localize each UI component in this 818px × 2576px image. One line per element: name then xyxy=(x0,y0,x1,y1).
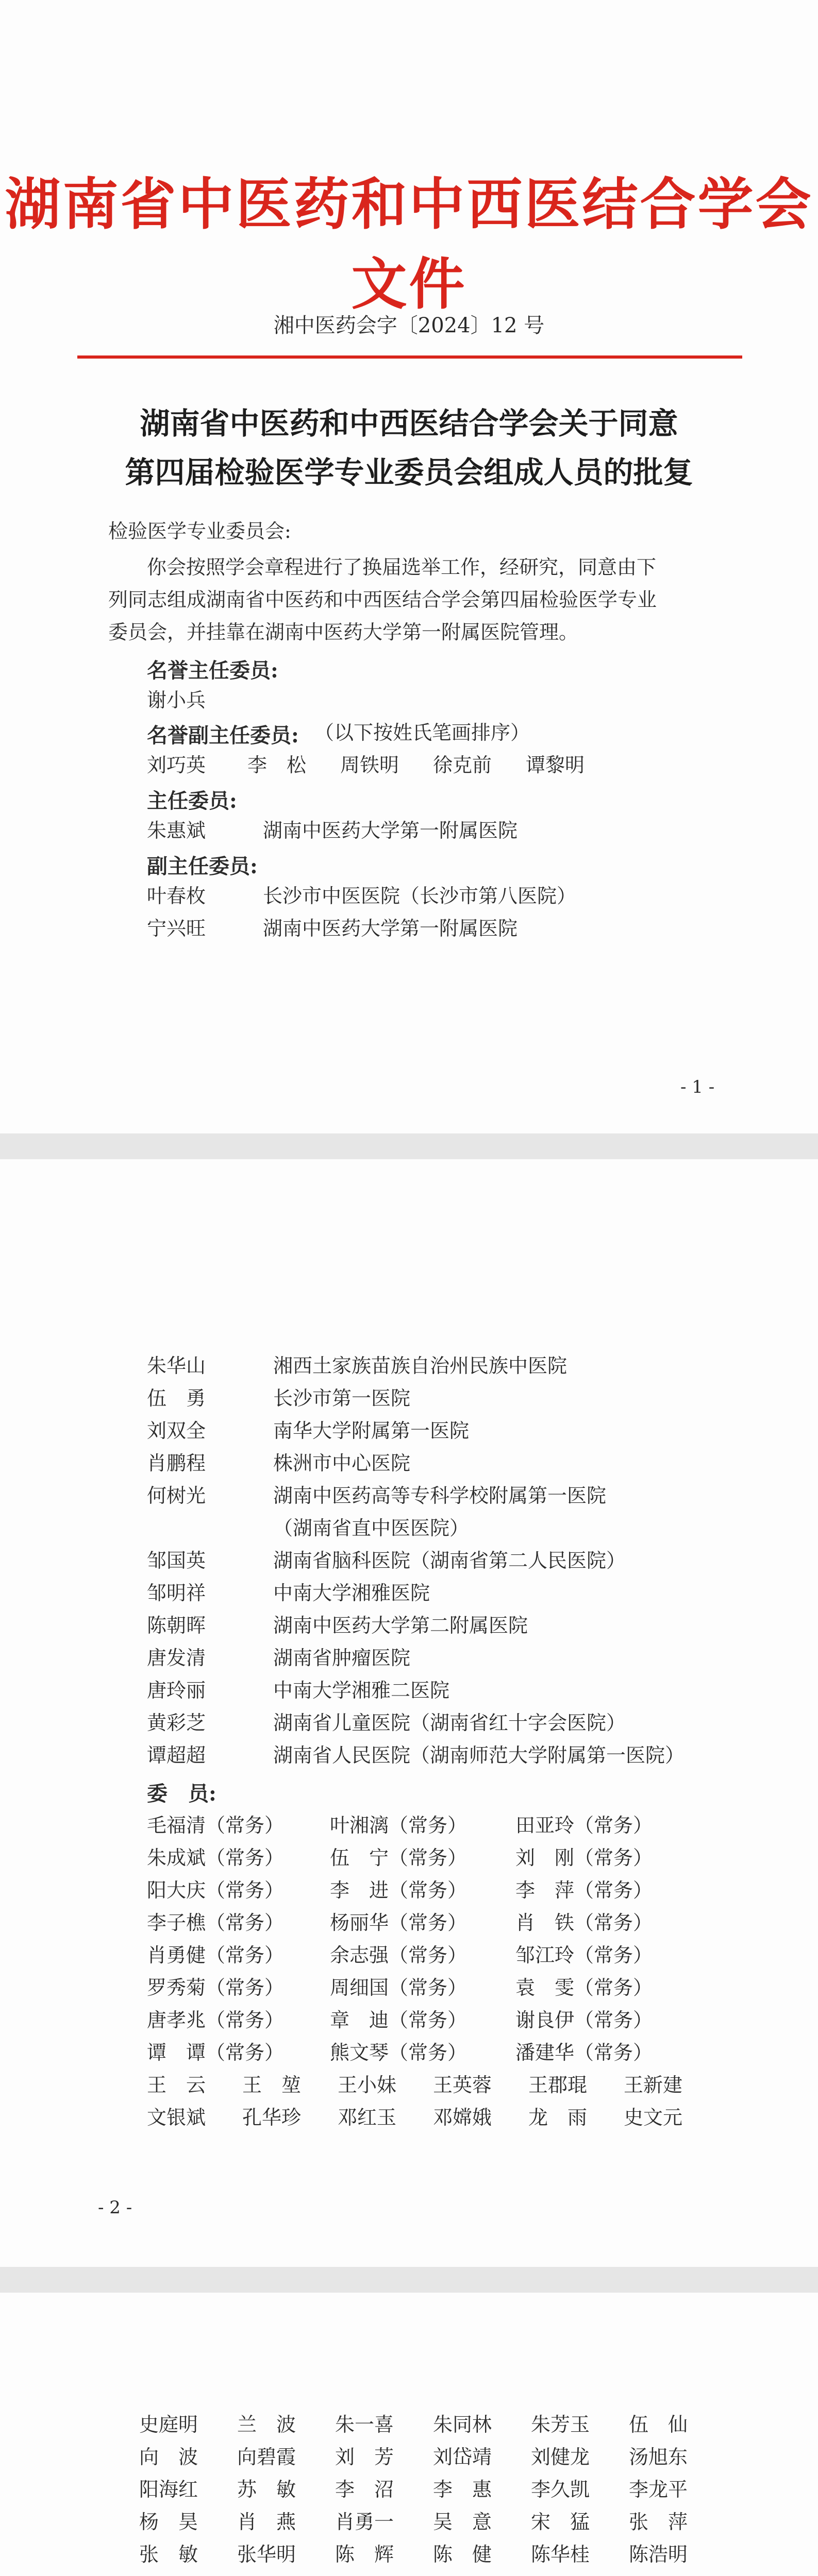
standing-member: 谢良伊（常务） xyxy=(515,2009,653,2031)
vice-chair-name: 何树光 xyxy=(147,1484,206,1507)
chair-name: 朱惠斌 xyxy=(147,819,206,842)
vice-chair-org: 湖南省脑科医院（湖南省第二人民医院） xyxy=(273,1549,626,1572)
honorary-chair-name: 谢小兵 xyxy=(147,689,206,711)
member-name: 刘岱靖 xyxy=(433,2446,492,2468)
member-name xyxy=(335,2571,394,2576)
vice-chair-org: 中南大学湘雅医院 xyxy=(273,1582,430,1604)
member-name: 李 沼 xyxy=(335,2478,394,2501)
member-name: 王 堃 xyxy=(242,2074,302,2096)
vice-chair-org: 湘西土家族苗族自治州民族中医院 xyxy=(273,1354,567,1377)
standing-member: 潘建华（常务） xyxy=(515,2041,653,2064)
vice-chair-name: 刘双全 xyxy=(147,1419,206,1442)
standing-member: 罗秀菊（常务） xyxy=(147,1976,285,1999)
document-number: 湘中医药会字〔2024〕12 号 xyxy=(273,314,545,337)
vice-chair-org: 湖南省人民医院（湖南师范大学附属第一医院） xyxy=(273,1744,685,1767)
body-line-2: 列同志组成湖南省中医药和中西医结合学会第四届检验医学专业 xyxy=(108,588,657,611)
member-name: 向 波 xyxy=(139,2446,198,2468)
member-name: 李龙平 xyxy=(629,2478,688,2501)
standing-member: 周细国（常务） xyxy=(330,1976,468,1999)
standing-member: 叶湘漓（常务） xyxy=(330,1814,468,1837)
member-name xyxy=(237,2571,296,2576)
page-1 xyxy=(0,0,818,1133)
member-name: 陈浩明 xyxy=(629,2543,688,2566)
page-3 xyxy=(0,2293,818,2576)
body-line-3: 委员会，并挂靠在湖南中医药大学第一附属医院管理。 xyxy=(108,621,579,643)
standing-member: 章 迪（常务） xyxy=(330,2009,468,2031)
member-name: 吴 意 xyxy=(433,2511,492,2533)
vice-chair-org: 南华大学附属第一医院 xyxy=(273,1419,470,1442)
standing-member: 伍 宁（常务） xyxy=(330,1846,468,1869)
vice-chair-name: 肖鹏程 xyxy=(147,1452,206,1475)
document-header-title: 湖南省中医药和中西医结合学会文件 xyxy=(5,172,813,317)
honorary-vice-name: 周铁明 xyxy=(340,754,399,776)
member-name: 龙 雨 xyxy=(528,2106,588,2129)
standing-member: 邹江玲（常务） xyxy=(515,1944,653,1967)
member-name: 苏 敏 xyxy=(237,2478,296,2501)
vice-chair-org: 长沙市中医医院（长沙市第八医院） xyxy=(263,885,577,907)
vice-chair-org: 湖南省儿童医院（湖南省红十字会医院） xyxy=(273,1711,626,1734)
member-name: 王小妹 xyxy=(338,2074,397,2096)
standing-member: 熊文琴（常务） xyxy=(330,2041,468,2064)
honorary-vice-name: 徐克前 xyxy=(433,754,492,776)
honorary-vice-name: 刘巧英 xyxy=(147,754,206,776)
member-name: 李久凯 xyxy=(531,2478,590,2501)
vice-chair-name: 谭超超 xyxy=(147,1744,206,1767)
vice-chair-name: 叶春枚 xyxy=(147,885,206,907)
honorary-vice-name: 谭黎明 xyxy=(526,754,585,776)
page-2 xyxy=(0,1159,818,2267)
member-name xyxy=(629,2571,688,2576)
vice-chair-name: 唐玲丽 xyxy=(147,1679,206,1702)
member-name: 王英蓉 xyxy=(433,2074,492,2096)
vice-chair-org: （湖南省直中医医院） xyxy=(273,1517,470,1539)
members-heading: 委 员: xyxy=(147,1782,216,1806)
standing-member: 袁 雯（常务） xyxy=(515,1976,653,1999)
honorary-vice-note: （以下按姓氏笔画排序） xyxy=(314,721,530,744)
vice-chair-name: 陈朝晖 xyxy=(147,1614,206,1637)
member-name: 朱一喜 xyxy=(335,2413,394,2436)
member-name: 汤旭东 xyxy=(629,2446,688,2468)
member-name: 向碧霞 xyxy=(237,2446,296,2468)
vice-chair-name: 唐发清 xyxy=(147,1647,206,1669)
standing-member: 李子樵（常务） xyxy=(147,1911,285,1934)
member-name: 肖 燕 xyxy=(237,2511,296,2533)
honorary-chair-heading: 名誉主任委员: xyxy=(147,658,278,683)
vice-chair-org: 湖南省肿瘤医院 xyxy=(273,1647,411,1669)
member-name: 阳海红 xyxy=(139,2478,198,2501)
member-name: 杨 昊 xyxy=(139,2511,198,2533)
vice-chair-org: 湖南中医药大学第一附属医院 xyxy=(263,917,518,940)
member-name: 王 云 xyxy=(147,2074,206,2096)
member-name xyxy=(531,2571,590,2576)
member-name: 刘 芳 xyxy=(335,2446,394,2468)
red-divider-line xyxy=(77,355,742,359)
standing-member: 朱成斌（常务） xyxy=(147,1846,285,1869)
member-name: 兰 波 xyxy=(237,2413,296,2436)
vice-chair-name: 朱华山 xyxy=(147,1354,206,1377)
standing-member: 肖 铁（常务） xyxy=(515,1911,653,1934)
addressee: 检验医学专业委员会: xyxy=(108,520,291,543)
vice-chair-org: 湖南中医药大学第二附属医院 xyxy=(273,1614,528,1637)
vice-chair-heading: 副主任委员: xyxy=(147,854,258,878)
standing-member: 李 进（常务） xyxy=(330,1879,468,1902)
standing-member: 田亚玲（常务） xyxy=(515,1814,653,1837)
document-title-line-1: 湖南省中医药和中西医结合学会关于同意 xyxy=(140,406,678,441)
member-name: 宋 猛 xyxy=(531,2511,590,2533)
page-number: - 2 - xyxy=(98,2197,132,2218)
member-name: 朱芳玉 xyxy=(531,2413,590,2436)
vice-chair-name: 宁兴旺 xyxy=(147,917,206,940)
member-name: 王郡琨 xyxy=(528,2074,588,2096)
standing-member: 余志强（常务） xyxy=(330,1944,468,1967)
member-name: 刘健龙 xyxy=(531,2446,590,2468)
vice-chair-name: 伍 勇 xyxy=(147,1387,206,1410)
member-name: 张 敏 xyxy=(139,2543,198,2566)
vice-chair-org: 长沙市第一医院 xyxy=(273,1387,411,1410)
member-name: 陈 健 xyxy=(433,2543,492,2566)
member-name: 陈 辉 xyxy=(335,2543,394,2566)
standing-member: 杨丽华（常务） xyxy=(330,1911,468,1934)
member-name: 邓红玉 xyxy=(338,2106,397,2129)
member-name: 孔华珍 xyxy=(242,2106,302,2129)
member-name: 陈华桂 xyxy=(531,2543,590,2566)
page-number: - 1 - xyxy=(680,1077,715,1097)
standing-member: 刘 刚（常务） xyxy=(515,1846,653,1869)
vice-chair-name: 黄彩芝 xyxy=(147,1711,206,1734)
member-name: 张 萍 xyxy=(629,2511,688,2533)
member-name: 史庭明 xyxy=(139,2413,198,2436)
vice-chair-org: 株洲市中心医院 xyxy=(273,1452,411,1475)
member-name: 张华明 xyxy=(237,2543,296,2566)
member-name: 李 惠 xyxy=(433,2478,492,2501)
member-name: 王新建 xyxy=(624,2074,683,2096)
standing-member: 唐孝兆（常务） xyxy=(147,2009,285,2031)
member-name: 朱同林 xyxy=(433,2413,492,2436)
vice-chair-org: 湖南中医药高等专科学校附属第一医院 xyxy=(273,1484,607,1507)
standing-member: 毛福清（常务） xyxy=(147,1814,285,1837)
standing-member: 李 萍（常务） xyxy=(515,1879,653,1902)
member-name: 文银斌 xyxy=(147,2106,206,2129)
honorary-vice-name: 李 松 xyxy=(247,754,307,776)
member-name: 邓嫦娥 xyxy=(433,2106,492,2129)
vice-chair-name: 邹国英 xyxy=(147,1549,206,1572)
honorary-vice-heading: 名誉副主任委员: xyxy=(147,723,299,748)
standing-member: 肖勇健（常务） xyxy=(147,1944,285,1967)
standing-member: 阳大庆（常务） xyxy=(147,1879,285,1902)
member-name: 伍 仙 xyxy=(629,2413,688,2436)
chair-org: 湖南中医药大学第一附属医院 xyxy=(263,819,518,842)
body-line-1: 你会按照学会章程进行了换届选举工作，经研究，同意由下 xyxy=(147,556,657,579)
member-name: 肖勇一 xyxy=(335,2511,394,2533)
document-title-line-2: 第四届检验医学专业委员会组成人员的批复 xyxy=(125,455,693,490)
chair-heading: 主任委员: xyxy=(147,789,237,813)
member-name xyxy=(433,2571,492,2576)
member-name: 史文元 xyxy=(624,2106,683,2129)
vice-chair-org: 中南大学湘雅二医院 xyxy=(273,1679,450,1702)
vice-chair-name: 邹明祥 xyxy=(147,1582,206,1604)
standing-member: 谭 谭（常务） xyxy=(147,2041,285,2064)
member-name xyxy=(139,2571,198,2576)
